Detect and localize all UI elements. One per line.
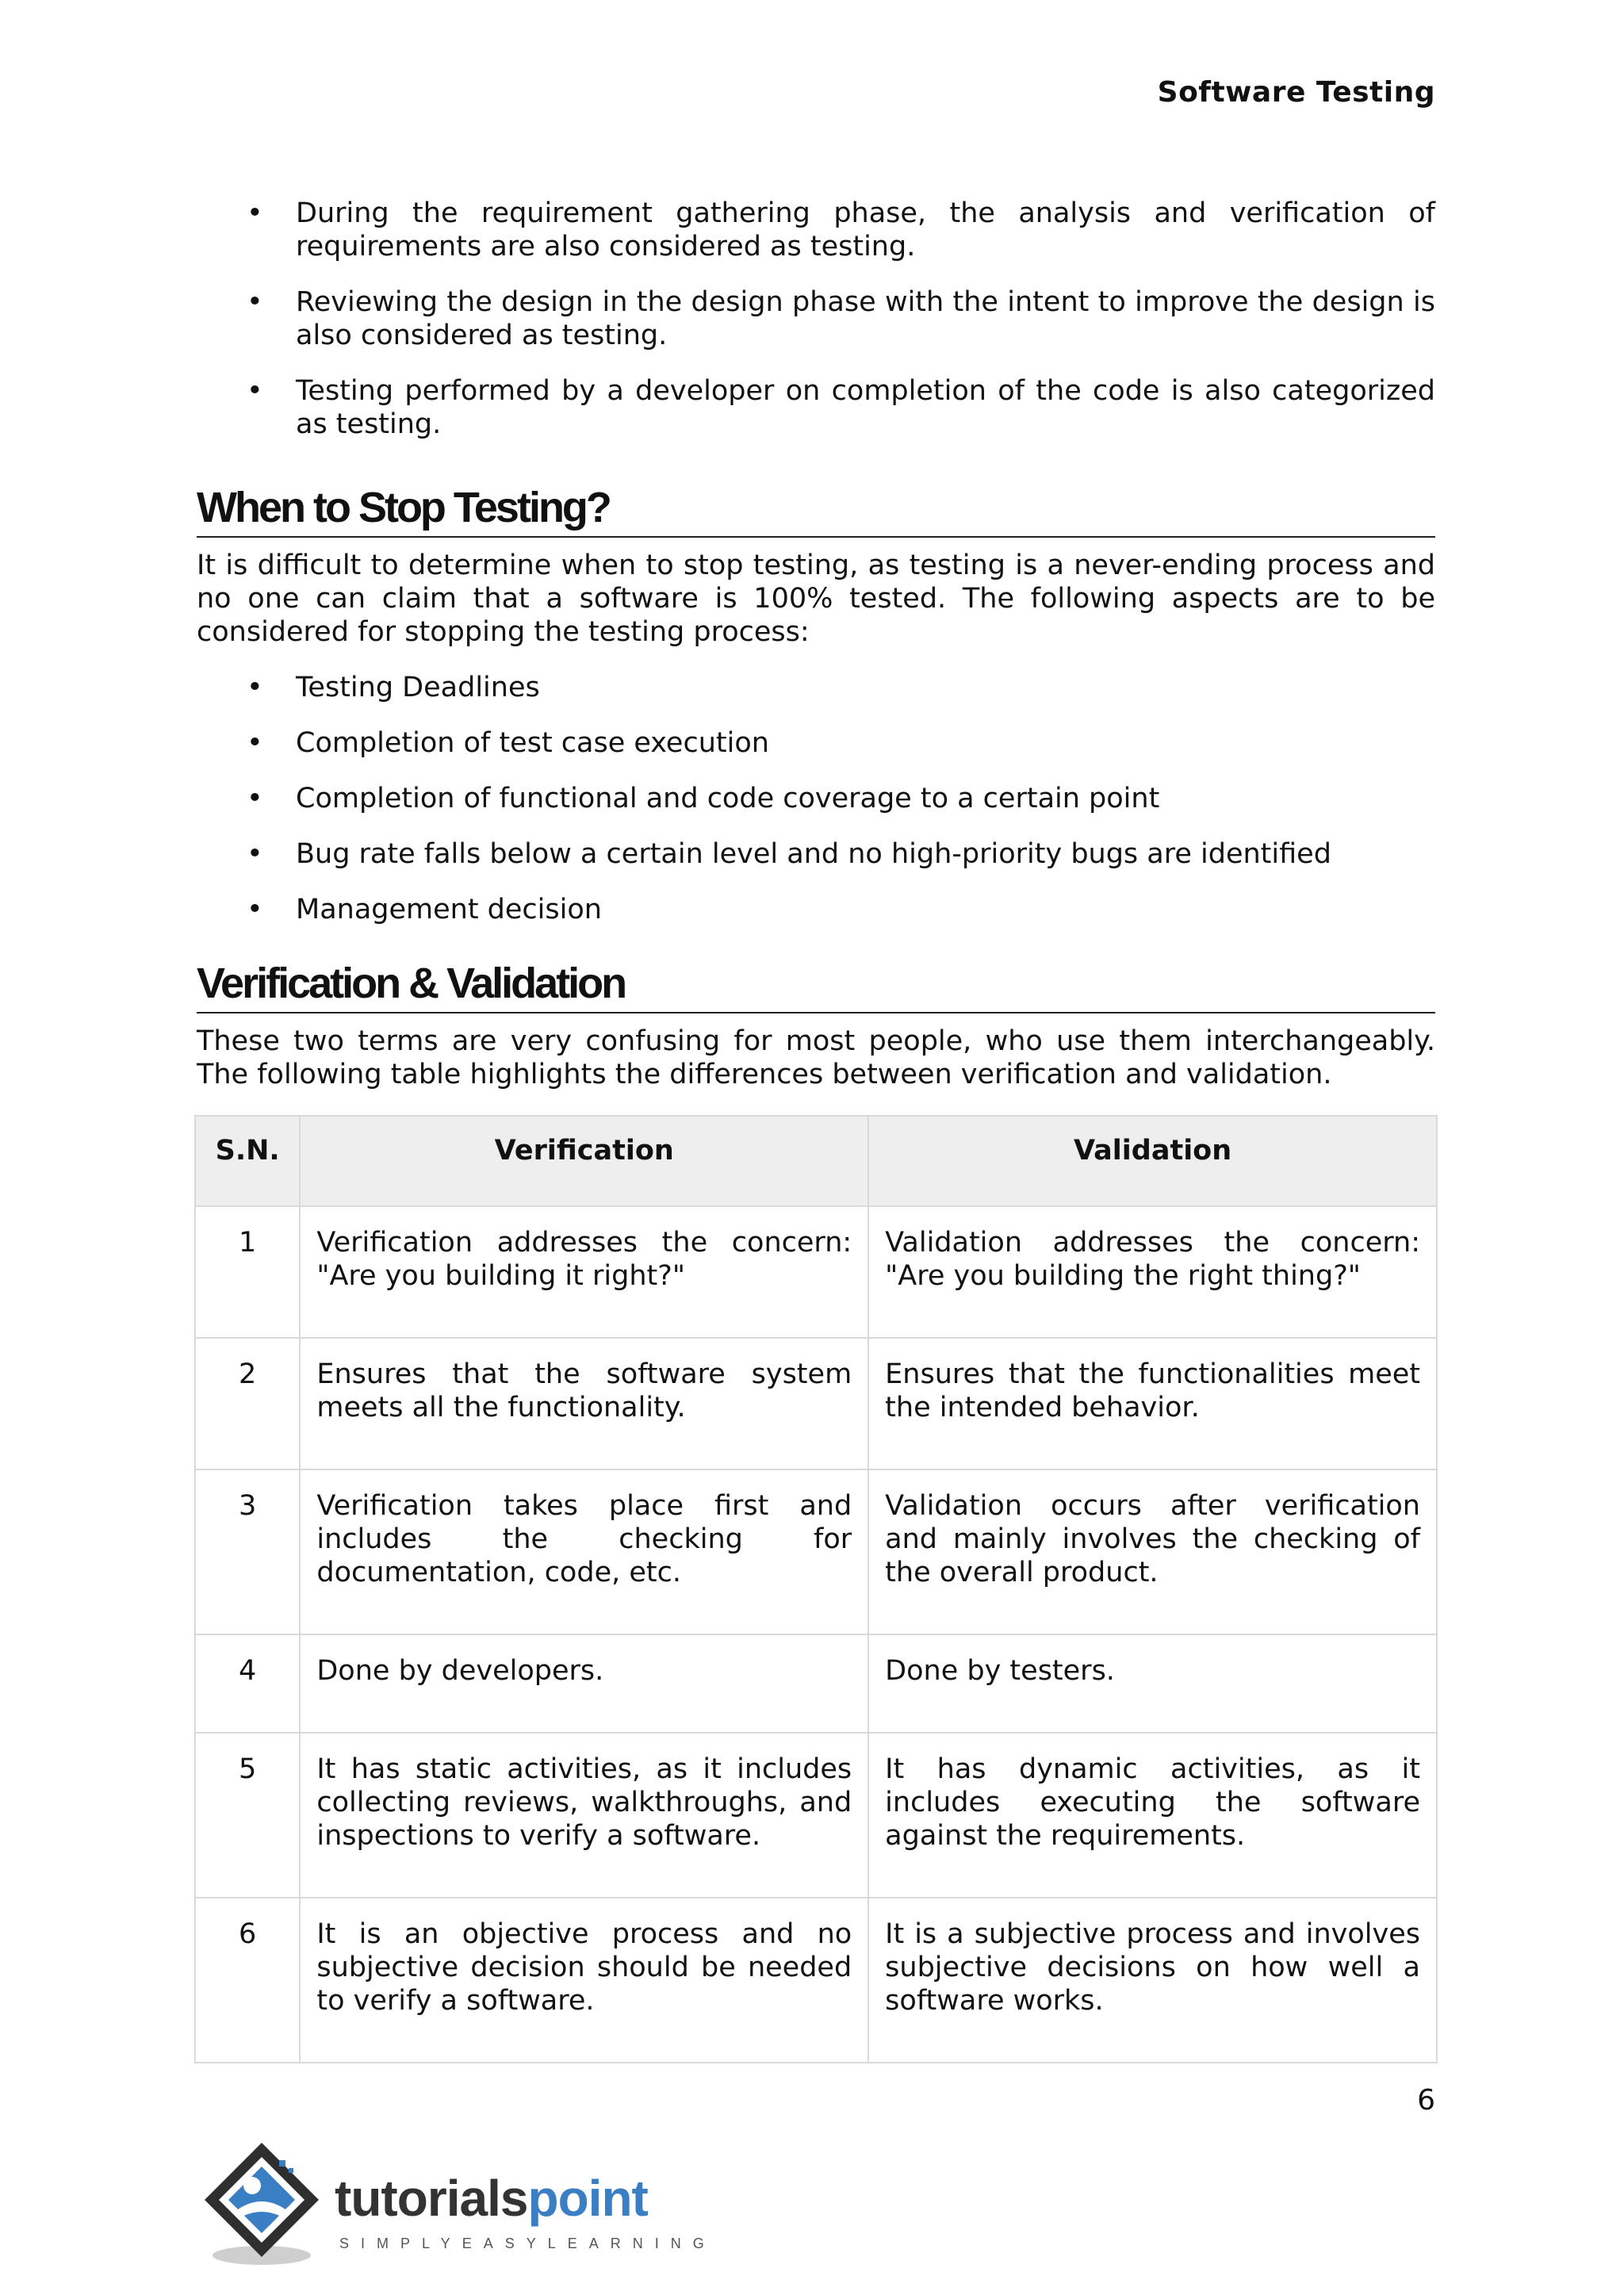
table-row (195, 1898, 1437, 2063)
bullet-icon: • (247, 838, 263, 870)
table-cell-sn: 2 (195, 1338, 300, 1469)
table-cell-verification: Ensures that the software system meets all the functionality. (300, 1338, 868, 1469)
bullet-icon: • (247, 727, 263, 759)
section-heading-when-to-stop: When to Stop Testing? (197, 482, 1435, 538)
logo-emblem-icon (197, 2136, 331, 2271)
table-row (195, 1634, 1437, 1733)
verification-validation-paragraph: These two terms are very confusing for most people, who use them interchangeably. The following table highlights the differences between verification and validation. (197, 1025, 1435, 1090)
bullet-icon: • (247, 672, 263, 703)
section-heading-verification-validation: Verification & Validation (197, 958, 1435, 1013)
list-item: • Testing Deadlines (247, 672, 540, 703)
table-row (195, 1206, 1437, 1338)
table-cell-sn: 6 (195, 1898, 300, 2063)
list-item: • Testing performed by a developer on completion of the code is also categorized as testing. (247, 375, 1435, 440)
table-cell-validation: Validation occurs after verification and mainly involves the checking of the overall product. (868, 1469, 1437, 1634)
table-cell-verification: It has static activities, as it includes collecting reviews, walkthroughs, and inspections to verify a software. (300, 1733, 868, 1898)
table-cell-verification: Done by developers. (300, 1634, 868, 1733)
table-cell-validation: Validation addresses the concern: "Are you building the right thing?" (868, 1206, 1437, 1338)
running-header: Software Testing (1157, 76, 1435, 109)
bullet-icon: • (247, 197, 263, 229)
list-item: • Completion of functional and code coverage to a certain point (247, 783, 1160, 814)
list-item: • Reviewing the design in the design phase with the intent to improve the design is also considered as testing. (247, 286, 1435, 351)
page-number: 6 (1417, 2084, 1435, 2117)
table-row (195, 1733, 1437, 1898)
list-item: • Bug rate falls below a certain level and no high-priority bugs are identified (247, 838, 1331, 870)
table-header-row (195, 1116, 1437, 1206)
list-item: • Management decision (247, 894, 602, 925)
table-cell-sn: 5 (195, 1733, 300, 1898)
table-cell-verification: It is an objective process and no subjective decision should be needed to verify a software. (300, 1898, 868, 2063)
intro-bullet-list (197, 197, 1435, 441)
table-row (195, 1469, 1437, 1634)
table-cell-validation: Ensures that the functionalities meet the intended behavior. (868, 1338, 1437, 1469)
logo-tagline: SIMPLYEASYLEARNING (339, 2236, 716, 2251)
table-cell-sn: 3 (195, 1469, 300, 1634)
list-item: • During the requirement gathering phase, the analysis and verification of requirements are also considered as testing. (247, 197, 1435, 262)
tutorialspoint-logo (197, 2141, 716, 2268)
column-header-validation: Validation (868, 1116, 1437, 1206)
table-cell-validation: It has dynamic activities, as it includes executing the software against the requirements. (868, 1733, 1437, 1898)
table-cell-sn: 4 (195, 1634, 300, 1733)
list-item: • Completion of test case execution (247, 727, 769, 759)
bullet-icon: • (247, 375, 263, 407)
verification-validation-table (194, 1115, 1438, 2063)
bullet-icon: • (247, 286, 263, 318)
when-to-stop-paragraph: It is difficult to determine when to stop testing, as testing is a never-ending process and no one can claim that a software is 100% tested. The following aspects are to be considered for stopping the testing process: (197, 550, 1435, 648)
table-cell-validation: It is a subjective process and involves subjective decisions on how well a software works. (868, 1898, 1437, 2063)
logo-wordmark: tutorialspoint (335, 2170, 648, 2227)
stop-criteria-list (197, 671, 1435, 926)
column-header-sn: S.N. (195, 1116, 300, 1206)
page-content (197, 197, 1435, 2063)
table-cell-verification: Verification addresses the concern: "Are you building it right?" (300, 1206, 868, 1338)
column-header-verification: Verification (300, 1116, 868, 1206)
table-cell-verification: Verification takes place first and includes the checking for documentation, code, etc. (300, 1469, 868, 1634)
bullet-icon: • (247, 894, 263, 925)
bullet-icon: • (247, 783, 263, 814)
table-row (195, 1338, 1437, 1469)
table-cell-sn: 1 (195, 1206, 300, 1338)
table-cell-validation: Done by testers. (868, 1634, 1437, 1733)
